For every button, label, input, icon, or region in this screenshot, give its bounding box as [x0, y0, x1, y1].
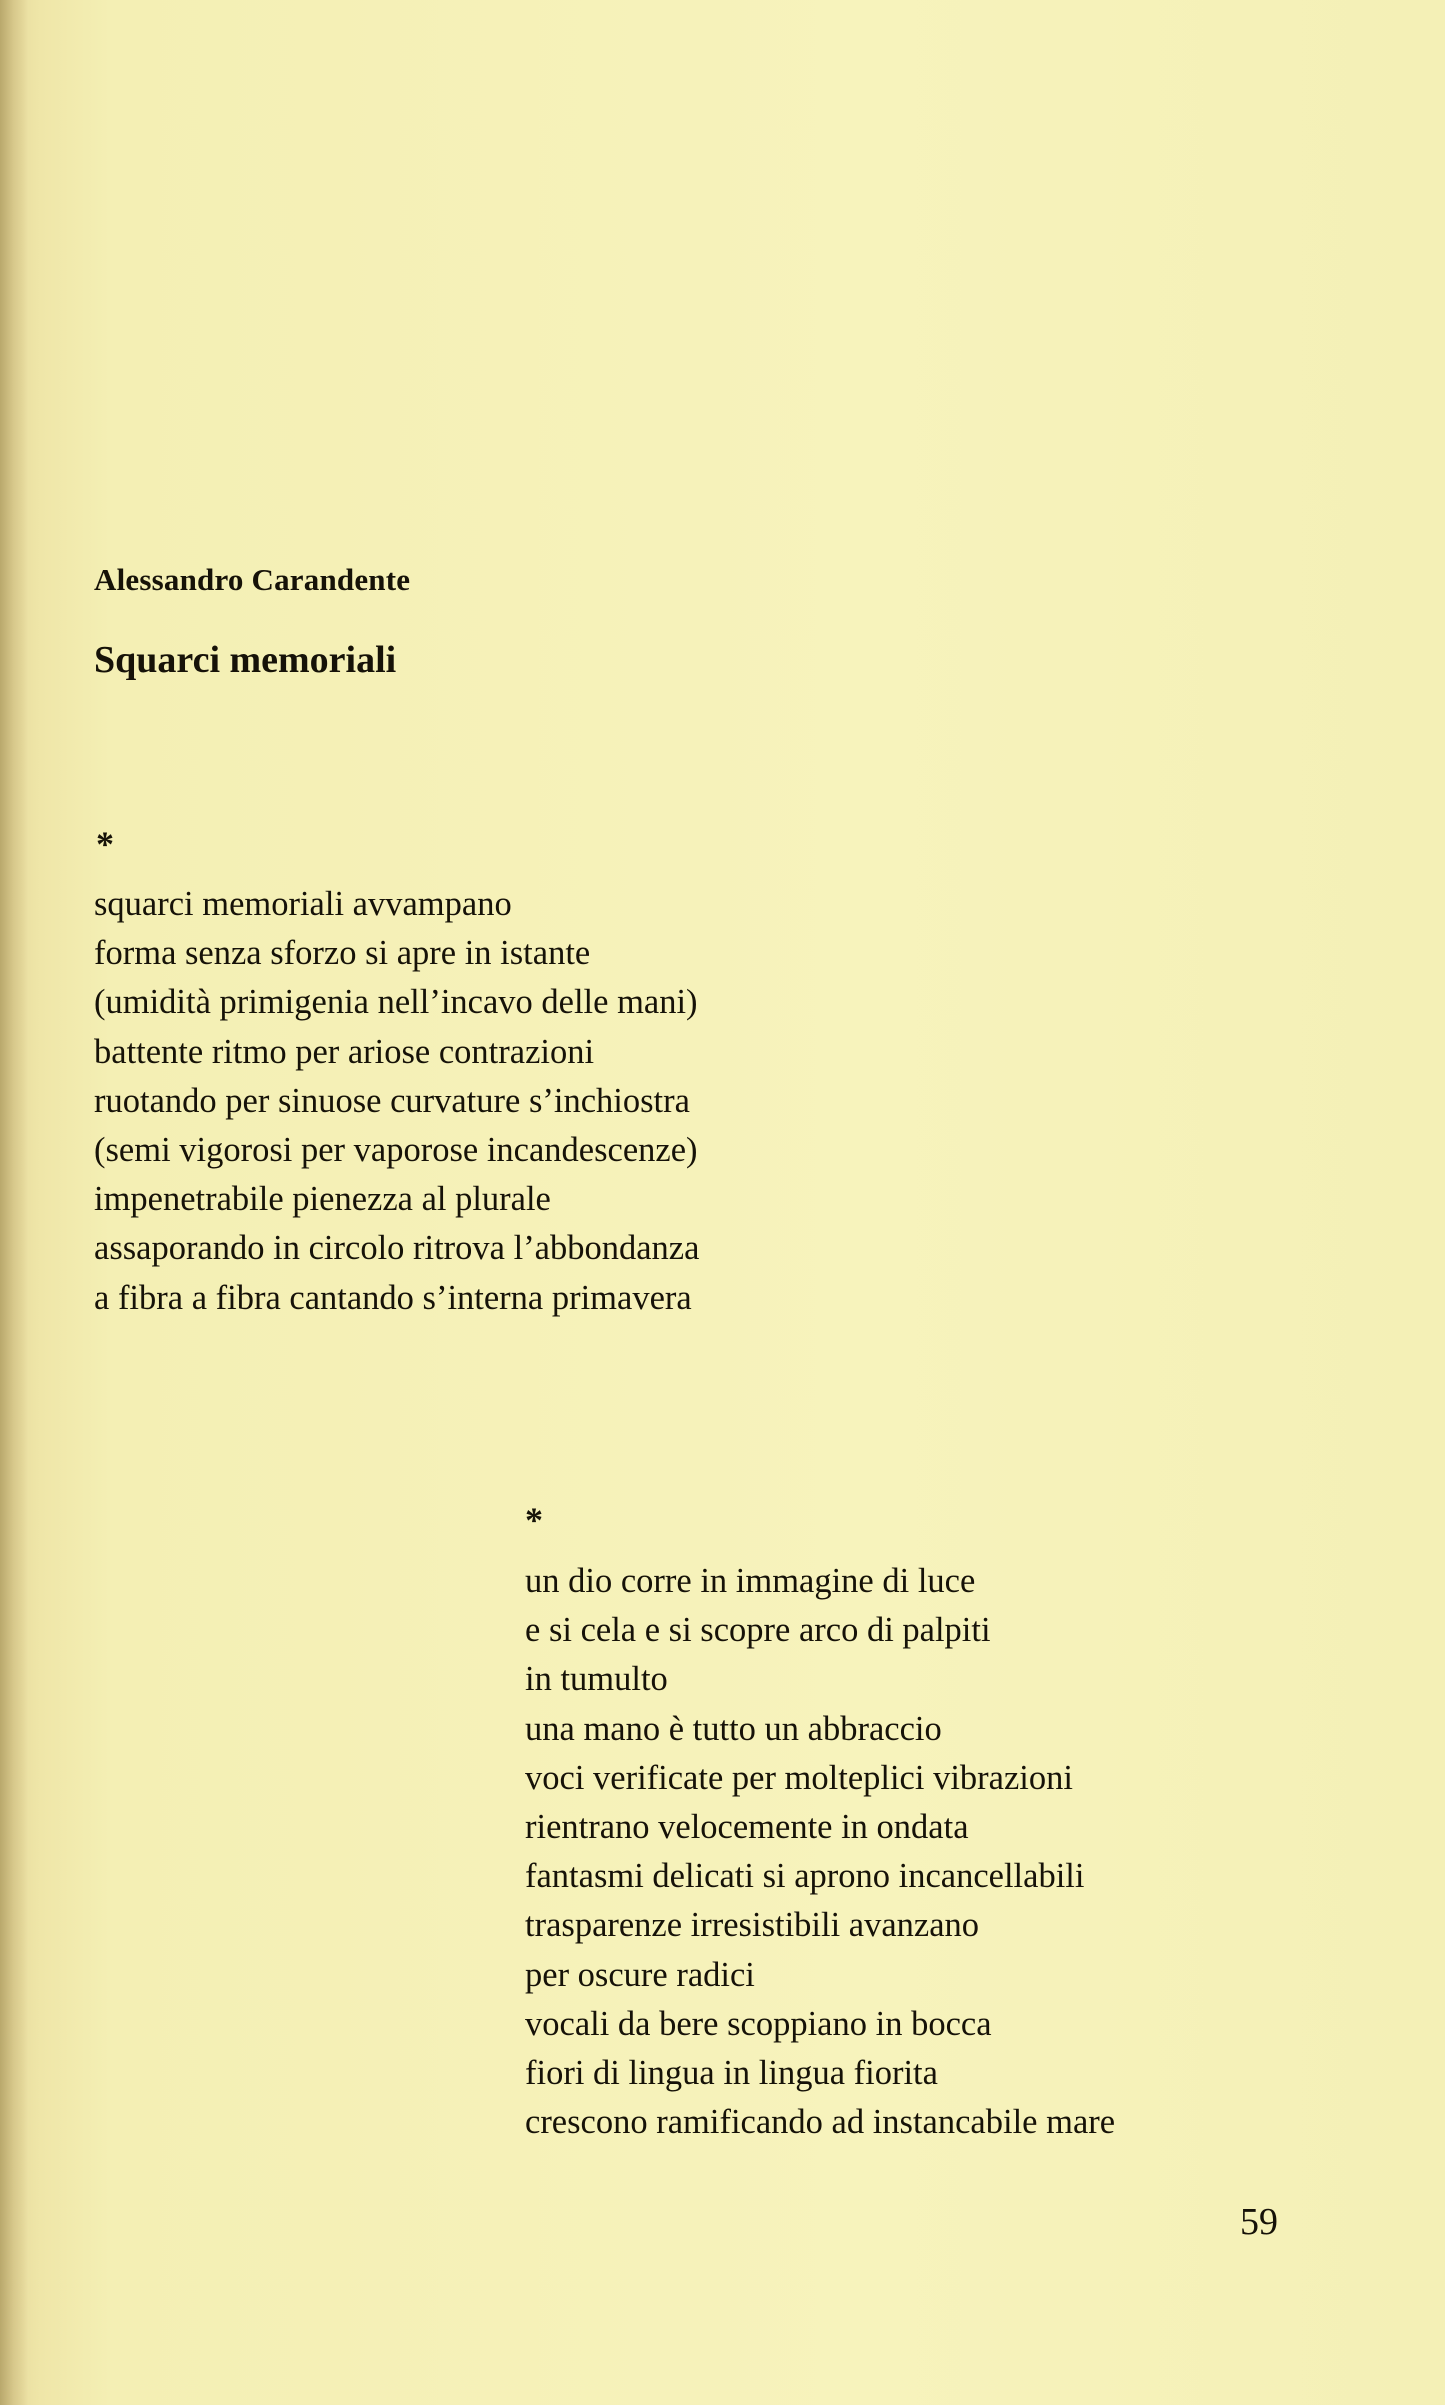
poem-section-1 — [94, 880, 699, 1323]
poem-line: vocali da bere scoppiano in bocca — [525, 2004, 992, 2043]
section-marker-2: * — [525, 1500, 543, 1540]
poem-line: e si cela e si scopre arco di palpiti — [525, 1611, 991, 1650]
poem-line: a fibra a fibra cantando s’interna primavera — [94, 1278, 692, 1317]
poem-line: battente ritmo per ariose contrazioni — [94, 1032, 595, 1071]
author-name: Alessandro Carandente — [94, 562, 411, 597]
poem-line: in tumulto — [525, 1660, 668, 1699]
page-number: 59 — [1240, 2201, 1278, 2243]
poem-line: trasparenze irresistibili avanzano — [525, 1906, 980, 1945]
poem-line: crescono ramificando ad instancabile mare — [525, 2103, 1116, 2142]
poem-line: un dio corre in immagine di luce — [525, 1562, 976, 1600]
poem-line: (semi vigorosi per vaporose incandescenze) — [94, 1130, 698, 1169]
poem-line: (umidità primigenia nell’incavo delle mani) — [94, 983, 698, 1022]
poem-line: forma senza sforzo si apre in istante — [94, 934, 591, 973]
poem-line: squarci memoriali avvampano — [94, 885, 512, 923]
page-spine-shadow — [0, 0, 28, 2405]
poem-section-2 — [525, 1557, 1115, 2147]
poem-line: rientrano velocemente in ondata — [525, 1807, 969, 1846]
poem-title: Squarci memoriali — [94, 639, 397, 681]
section-marker-1: * — [96, 824, 114, 864]
poem-line: voci verificate per molteplici vibrazioni — [525, 1758, 1073, 1797]
poem-line: una mano è tutto un abbraccio — [525, 1709, 942, 1748]
poem-line: per oscure radici — [525, 1955, 755, 1994]
poem-line: fantasmi delicati si aprono incancellabili — [525, 1857, 1085, 1896]
poem-line: impenetrabile pienezza al plurale — [94, 1180, 551, 1219]
poem-line: fiori di lingua in lingua fiorita — [525, 2053, 938, 2092]
poem-line: ruotando per sinuose curvature s’inchiostra — [94, 1081, 690, 1120]
poem-line: assaporando in circolo ritrova l’abbondanza — [94, 1229, 700, 1268]
